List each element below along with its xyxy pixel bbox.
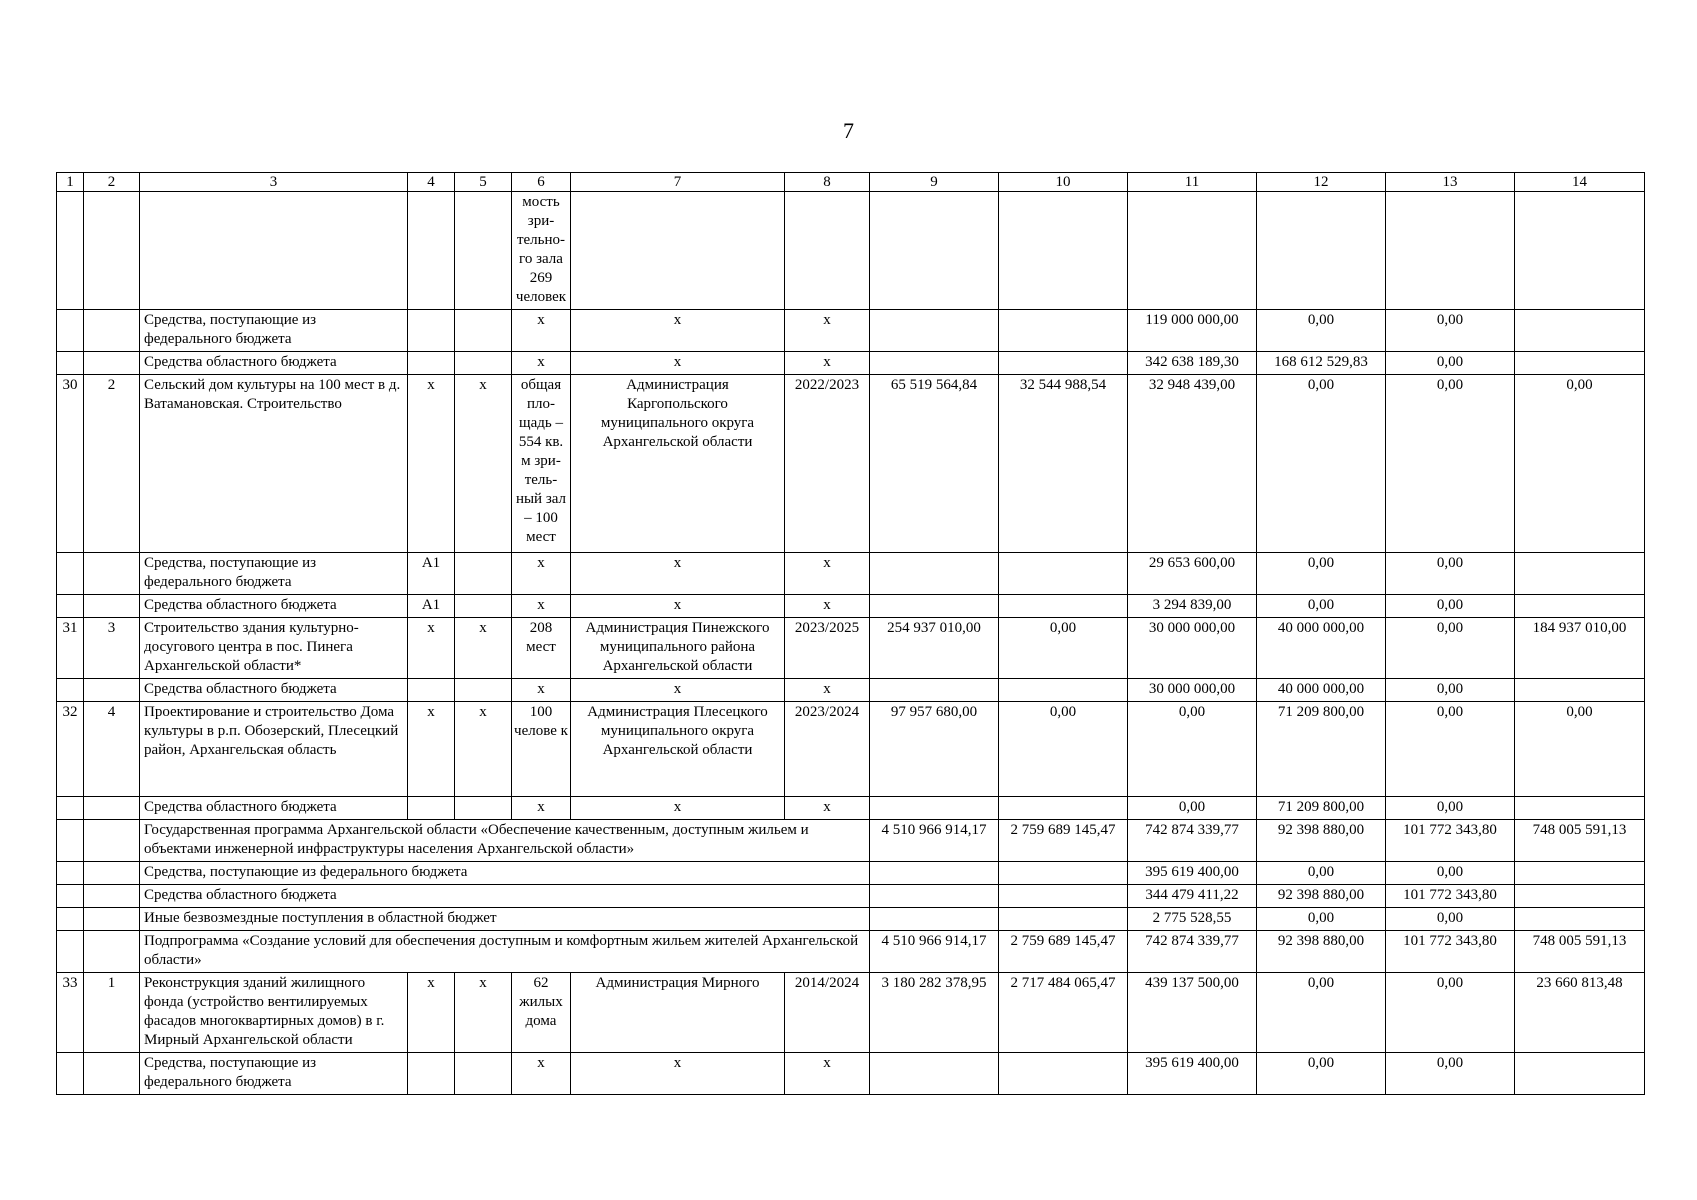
table-cell-col1 (57, 908, 84, 931)
table-cell-col7 (571, 192, 785, 310)
table-cell-col10 (999, 553, 1128, 595)
header-cell: 8 (785, 173, 870, 192)
summary-text-cell: Государственная программа Архангельской области «Обеспечение качественным, доступным жильем и объектами инженерной инфраструктуры населения Архангельской области» (140, 820, 870, 862)
table-cell-col13: 0,00 (1386, 1053, 1515, 1095)
table-cell-col7: Администрация Мирного (571, 973, 785, 1053)
table-cell-c12: 92 398 880,00 (1257, 820, 1386, 862)
table-cell-col14 (1515, 553, 1645, 595)
table-cell-col2 (84, 595, 140, 618)
header-cell: 6 (512, 173, 571, 192)
table-row (57, 375, 1645, 553)
table-cell-col9: 3 180 282 378,95 (870, 973, 999, 1053)
table-cell-col6: 100 челове к (512, 702, 571, 797)
table-cell-col10 (999, 1053, 1128, 1095)
table-cell-col4: А1 (408, 595, 455, 618)
table-cell-col10 (999, 352, 1128, 375)
table-cell-col8: х (785, 1053, 870, 1095)
table-row (57, 352, 1645, 375)
table-row (57, 192, 1645, 310)
table-cell-col10 (999, 679, 1128, 702)
header-cell: 9 (870, 173, 999, 192)
summary-text-cell: Иные безвозмездные поступления в областной бюджет (140, 908, 870, 931)
table-cell-c13: 101 772 343,80 (1386, 885, 1515, 908)
table-cell-c10: 2 759 689 145,47 (999, 820, 1128, 862)
table-cell-col12: 0,00 (1257, 973, 1386, 1053)
header-cell: 4 (408, 173, 455, 192)
table-cell-col6: общая пло-щадь – 554 кв. м зри-тель-ный зал – 100 мест (512, 375, 571, 553)
table-cell-c13: 0,00 (1386, 862, 1515, 885)
table-cell-col2 (84, 820, 140, 862)
table-cell-col2: 2 (84, 375, 140, 553)
header-cell: 12 (1257, 173, 1386, 192)
table-row (57, 310, 1645, 352)
table-cell-col6: х (512, 1053, 571, 1095)
table-cell-c14 (1515, 908, 1645, 931)
header-cell: 10 (999, 173, 1128, 192)
table-cell-c9: 4 510 966 914,17 (870, 820, 999, 862)
table-cell-col5 (455, 1053, 512, 1095)
table-cell-col3 (140, 192, 408, 310)
table-cell-col8: х (785, 352, 870, 375)
table-row (57, 553, 1645, 595)
table-cell-col11: 3 294 839,00 (1128, 595, 1257, 618)
table-cell-col7: х (571, 679, 785, 702)
table-cell-col4 (408, 352, 455, 375)
table-cell-col6: х (512, 310, 571, 352)
table-cell-col10 (999, 192, 1128, 310)
table-cell-col10 (999, 595, 1128, 618)
table-row (57, 973, 1645, 1053)
table-cell-col3: Средства областного бюджета (140, 797, 408, 820)
page-number: 7 (843, 118, 854, 143)
table-cell-col2 (84, 553, 140, 595)
table-cell-col1: 32 (57, 702, 84, 797)
table-cell-col4 (408, 1053, 455, 1095)
table-row (57, 797, 1645, 820)
table-cell-c10 (999, 908, 1128, 931)
table-cell-col7: х (571, 1053, 785, 1095)
table-cell-col9 (870, 192, 999, 310)
table-cell-col11: 30 000 000,00 (1128, 618, 1257, 679)
table-cell-col5: х (455, 618, 512, 679)
table-cell-col11: 119 000 000,00 (1128, 310, 1257, 352)
table-cell-col2 (84, 931, 140, 973)
table-cell-col7: х (571, 553, 785, 595)
table-cell-col7: х (571, 352, 785, 375)
table-cell-col11: 29 653 600,00 (1128, 553, 1257, 595)
table-cell-col10: 32 544 988,54 (999, 375, 1128, 553)
table-cell-col13: 0,00 (1386, 797, 1515, 820)
table-cell-col1 (57, 1053, 84, 1095)
table-cell-col1 (57, 192, 84, 310)
table-cell-col7: х (571, 797, 785, 820)
table-cell-col5 (455, 192, 512, 310)
table-cell-col1 (57, 862, 84, 885)
table-cell-col9 (870, 679, 999, 702)
table-cell-col2 (84, 885, 140, 908)
table-cell-col10: 2 717 484 065,47 (999, 973, 1128, 1053)
table-cell-col10 (999, 797, 1128, 820)
table-row-summary (57, 931, 1645, 973)
table-cell-c10 (999, 862, 1128, 885)
table-cell-col8: х (785, 310, 870, 352)
table-cell-col4: х (408, 973, 455, 1053)
table-cell-col2 (84, 797, 140, 820)
table-cell-col11: 342 638 189,30 (1128, 352, 1257, 375)
table-cell-col2 (84, 679, 140, 702)
table-cell-col12: 0,00 (1257, 310, 1386, 352)
summary-text-cell: Средства областного бюджета (140, 885, 870, 908)
table-cell-col6: х (512, 553, 571, 595)
table-cell-col10 (999, 310, 1128, 352)
table-cell-col4: х (408, 702, 455, 797)
table-cell-c12: 0,00 (1257, 908, 1386, 931)
table-cell-col2 (84, 862, 140, 885)
table-cell-col7: х (571, 595, 785, 618)
table-cell-col1 (57, 931, 84, 973)
table-cell-col9 (870, 1053, 999, 1095)
table-cell-col13: 0,00 (1386, 618, 1515, 679)
table-cell-col1 (57, 310, 84, 352)
table-cell-col11 (1128, 192, 1257, 310)
table-cell-col7: Администрация Плесецкого муниципального округа Архангельской области (571, 702, 785, 797)
table-cell-col7: х (571, 310, 785, 352)
table-row (57, 679, 1645, 702)
table-cell-col1 (57, 885, 84, 908)
table-cell-col12: 0,00 (1257, 595, 1386, 618)
table-cell-col11: 30 000 000,00 (1128, 679, 1257, 702)
table-cell-col2: 4 (84, 702, 140, 797)
table-cell-col14: 0,00 (1515, 375, 1645, 553)
table-cell-c13: 101 772 343,80 (1386, 820, 1515, 862)
table-cell-col4 (408, 310, 455, 352)
table-cell-col14 (1515, 679, 1645, 702)
table-row (57, 1053, 1645, 1095)
table-cell-col13: 0,00 (1386, 375, 1515, 553)
table-cell-c9 (870, 862, 999, 885)
table-cell-col7: Администрация Каргопольского муниципального округа Архангельской области (571, 375, 785, 553)
table-cell-col11: 0,00 (1128, 797, 1257, 820)
header-cell: 1 (57, 173, 84, 192)
table-cell-col5 (455, 679, 512, 702)
table-row (57, 618, 1645, 679)
header-cell: 14 (1515, 173, 1645, 192)
table-cell-col13: 0,00 (1386, 352, 1515, 375)
table-cell-col8 (785, 192, 870, 310)
table-cell-col1 (57, 820, 84, 862)
table-cell-col5 (455, 352, 512, 375)
table-cell-col6: 208 мест (512, 618, 571, 679)
table-cell-col9 (870, 553, 999, 595)
table-cell-col13: 0,00 (1386, 553, 1515, 595)
table-cell-col4: х (408, 375, 455, 553)
table-cell-col5: х (455, 702, 512, 797)
table-cell-col9 (870, 797, 999, 820)
table-cell-col4 (408, 192, 455, 310)
table-cell-col8: х (785, 797, 870, 820)
table-cell-col6: х (512, 797, 571, 820)
table-cell-c9: 4 510 966 914,17 (870, 931, 999, 973)
table-row-summary (57, 820, 1645, 862)
table-row-summary (57, 862, 1645, 885)
table-cell-col13: 0,00 (1386, 973, 1515, 1053)
table-cell-col6: х (512, 595, 571, 618)
table-cell-col14 (1515, 595, 1645, 618)
summary-text-cell: Подпрограмма «Создание условий для обеспечения доступным и комфортным жильем жителей Архангельской области» (140, 931, 870, 973)
table-cell-col13: 0,00 (1386, 310, 1515, 352)
table-cell-col13: 0,00 (1386, 679, 1515, 702)
table-cell-col11: 395 619 400,00 (1128, 1053, 1257, 1095)
table-cell-c13: 101 772 343,80 (1386, 931, 1515, 973)
summary-text-cell: Средства, поступающие из федерального бюджета (140, 862, 870, 885)
table-cell-col2 (84, 908, 140, 931)
table-cell-col3: Строительство здания культурно-досугового центра в пос. Пинега Архангельской области* (140, 618, 408, 679)
table-cell-col8: 2023/2025 (785, 618, 870, 679)
table-cell-col3: Средства, поступающие из федерального бюджета (140, 310, 408, 352)
table-cell-col1 (57, 553, 84, 595)
table-row-summary (57, 908, 1645, 931)
table-cell-col5 (455, 553, 512, 595)
table-cell-col14: 23 660 813,48 (1515, 973, 1645, 1053)
table-cell-col12: 71 209 800,00 (1257, 797, 1386, 820)
table-cell-c10 (999, 885, 1128, 908)
header-cell: 3 (140, 173, 408, 192)
table-cell-col1 (57, 352, 84, 375)
table-cell-col2 (84, 310, 140, 352)
table-cell-col3: Средства, поступающие из федерального бюджета (140, 1053, 408, 1095)
table-cell-col6: мость зри-тельно-го зала 269 человек (512, 192, 571, 310)
table-cell-col14: 184 937 010,00 (1515, 618, 1645, 679)
table-cell-c14 (1515, 885, 1645, 908)
table-cell-col14 (1515, 797, 1645, 820)
table-cell-c11: 742 874 339,77 (1128, 820, 1257, 862)
table-cell-c11: 742 874 339,77 (1128, 931, 1257, 973)
table-cell-col14 (1515, 1053, 1645, 1095)
table-cell-col7: Администрация Пинежского муниципального района Архангельской области (571, 618, 785, 679)
table-cell-col10: 0,00 (999, 618, 1128, 679)
table-cell-col5 (455, 595, 512, 618)
table-cell-col9: 65 519 564,84 (870, 375, 999, 553)
table-cell-col14: 0,00 (1515, 702, 1645, 797)
table-cell-col13: 0,00 (1386, 702, 1515, 797)
table-cell-col8: 2014/2024 (785, 973, 870, 1053)
table-cell-c9 (870, 885, 999, 908)
table-cell-col9: 254 937 010,00 (870, 618, 999, 679)
table-cell-col8: х (785, 595, 870, 618)
table-cell-col13 (1386, 192, 1515, 310)
header-cell: 11 (1128, 173, 1257, 192)
table-cell-c12: 92 398 880,00 (1257, 885, 1386, 908)
table-cell-col5 (455, 797, 512, 820)
table-cell-col9: 97 957 680,00 (870, 702, 999, 797)
table-cell-col3: Средства областного бюджета (140, 679, 408, 702)
table-cell-col3: Средства областного бюджета (140, 352, 408, 375)
budget-table (56, 172, 1645, 1095)
table-cell-col12: 0,00 (1257, 375, 1386, 553)
header-cell: 7 (571, 173, 785, 192)
table-cell-c14: 748 005 591,13 (1515, 820, 1645, 862)
table-cell-col1 (57, 595, 84, 618)
table-cell-col2: 3 (84, 618, 140, 679)
table-cell-col10: 0,00 (999, 702, 1128, 797)
header-cell: 5 (455, 173, 512, 192)
table-cell-col8: 2023/2024 (785, 702, 870, 797)
table-cell-c13: 0,00 (1386, 908, 1515, 931)
table-cell-col12: 0,00 (1257, 1053, 1386, 1095)
table-cell-col1: 33 (57, 973, 84, 1053)
table-cell-col2: 1 (84, 973, 140, 1053)
table-row (57, 702, 1645, 797)
table-cell-col4: А1 (408, 553, 455, 595)
table-cell-col3: Средства областного бюджета (140, 595, 408, 618)
table-cell-col6: х (512, 352, 571, 375)
table-cell-c9 (870, 908, 999, 931)
table-cell-c14 (1515, 862, 1645, 885)
table-cell-col14 (1515, 352, 1645, 375)
table-cell-c12: 0,00 (1257, 862, 1386, 885)
table-cell-col9 (870, 352, 999, 375)
table-cell-col2 (84, 1053, 140, 1095)
table-cell-col2 (84, 192, 140, 310)
table-cell-col3: Сельский дом культуры на 100 мест в д. Ватамановская. Строительство (140, 375, 408, 553)
table-cell-col8: 2022/2023 (785, 375, 870, 553)
table-cell-col3: Проектирование и строительство Дома культуры в р.п. Обозерский, Плесецкий район, Архангельская область (140, 702, 408, 797)
table-cell-col5 (455, 310, 512, 352)
table-cell-c12: 92 398 880,00 (1257, 931, 1386, 973)
table-row (57, 595, 1645, 618)
table-cell-col3: Средства, поступающие из федерального бюджета (140, 553, 408, 595)
header-row (57, 173, 1645, 192)
table-cell-col11: 0,00 (1128, 702, 1257, 797)
table-cell-col12: 40 000 000,00 (1257, 618, 1386, 679)
table-row-summary (57, 885, 1645, 908)
table-cell-col11: 32 948 439,00 (1128, 375, 1257, 553)
table-cell-col5: х (455, 973, 512, 1053)
table-cell-col12: 71 209 800,00 (1257, 702, 1386, 797)
table-cell-col1: 31 (57, 618, 84, 679)
header-cell: 2 (84, 173, 140, 192)
table-cell-col12: 168 612 529,83 (1257, 352, 1386, 375)
table-cell-col1 (57, 679, 84, 702)
table-cell-c11: 395 619 400,00 (1128, 862, 1257, 885)
table-cell-col2 (84, 352, 140, 375)
table-cell-col9 (870, 595, 999, 618)
table-cell-col6: х (512, 679, 571, 702)
table-cell-col3: Реконструкция зданий жилищного фонда (устройство вентилируемых фасадов многоквартирных домов) в г. Мирный Архангельской области (140, 973, 408, 1053)
table-cell-col6: 62 жилых дома (512, 973, 571, 1053)
table-cell-col8: х (785, 679, 870, 702)
table-cell-col4: х (408, 618, 455, 679)
table-cell-col1 (57, 797, 84, 820)
table-cell-col14 (1515, 192, 1645, 310)
table-cell-col12: 40 000 000,00 (1257, 679, 1386, 702)
header-cell: 13 (1386, 173, 1515, 192)
table-cell-c11: 2 775 528,55 (1128, 908, 1257, 931)
table-cell-col4 (408, 679, 455, 702)
table-cell-c14: 748 005 591,13 (1515, 931, 1645, 973)
table-cell-col11: 439 137 500,00 (1128, 973, 1257, 1053)
table-cell-col12 (1257, 192, 1386, 310)
table-cell-c11: 344 479 411,22 (1128, 885, 1257, 908)
table-cell-col12: 0,00 (1257, 553, 1386, 595)
table-cell-col4 (408, 797, 455, 820)
table-cell-col13: 0,00 (1386, 595, 1515, 618)
table-cell-col5: х (455, 375, 512, 553)
table-cell-c10: 2 759 689 145,47 (999, 931, 1128, 973)
table-cell-col8: х (785, 553, 870, 595)
table-cell-col14 (1515, 310, 1645, 352)
table-cell-col1: 30 (57, 375, 84, 553)
table-cell-col9 (870, 310, 999, 352)
